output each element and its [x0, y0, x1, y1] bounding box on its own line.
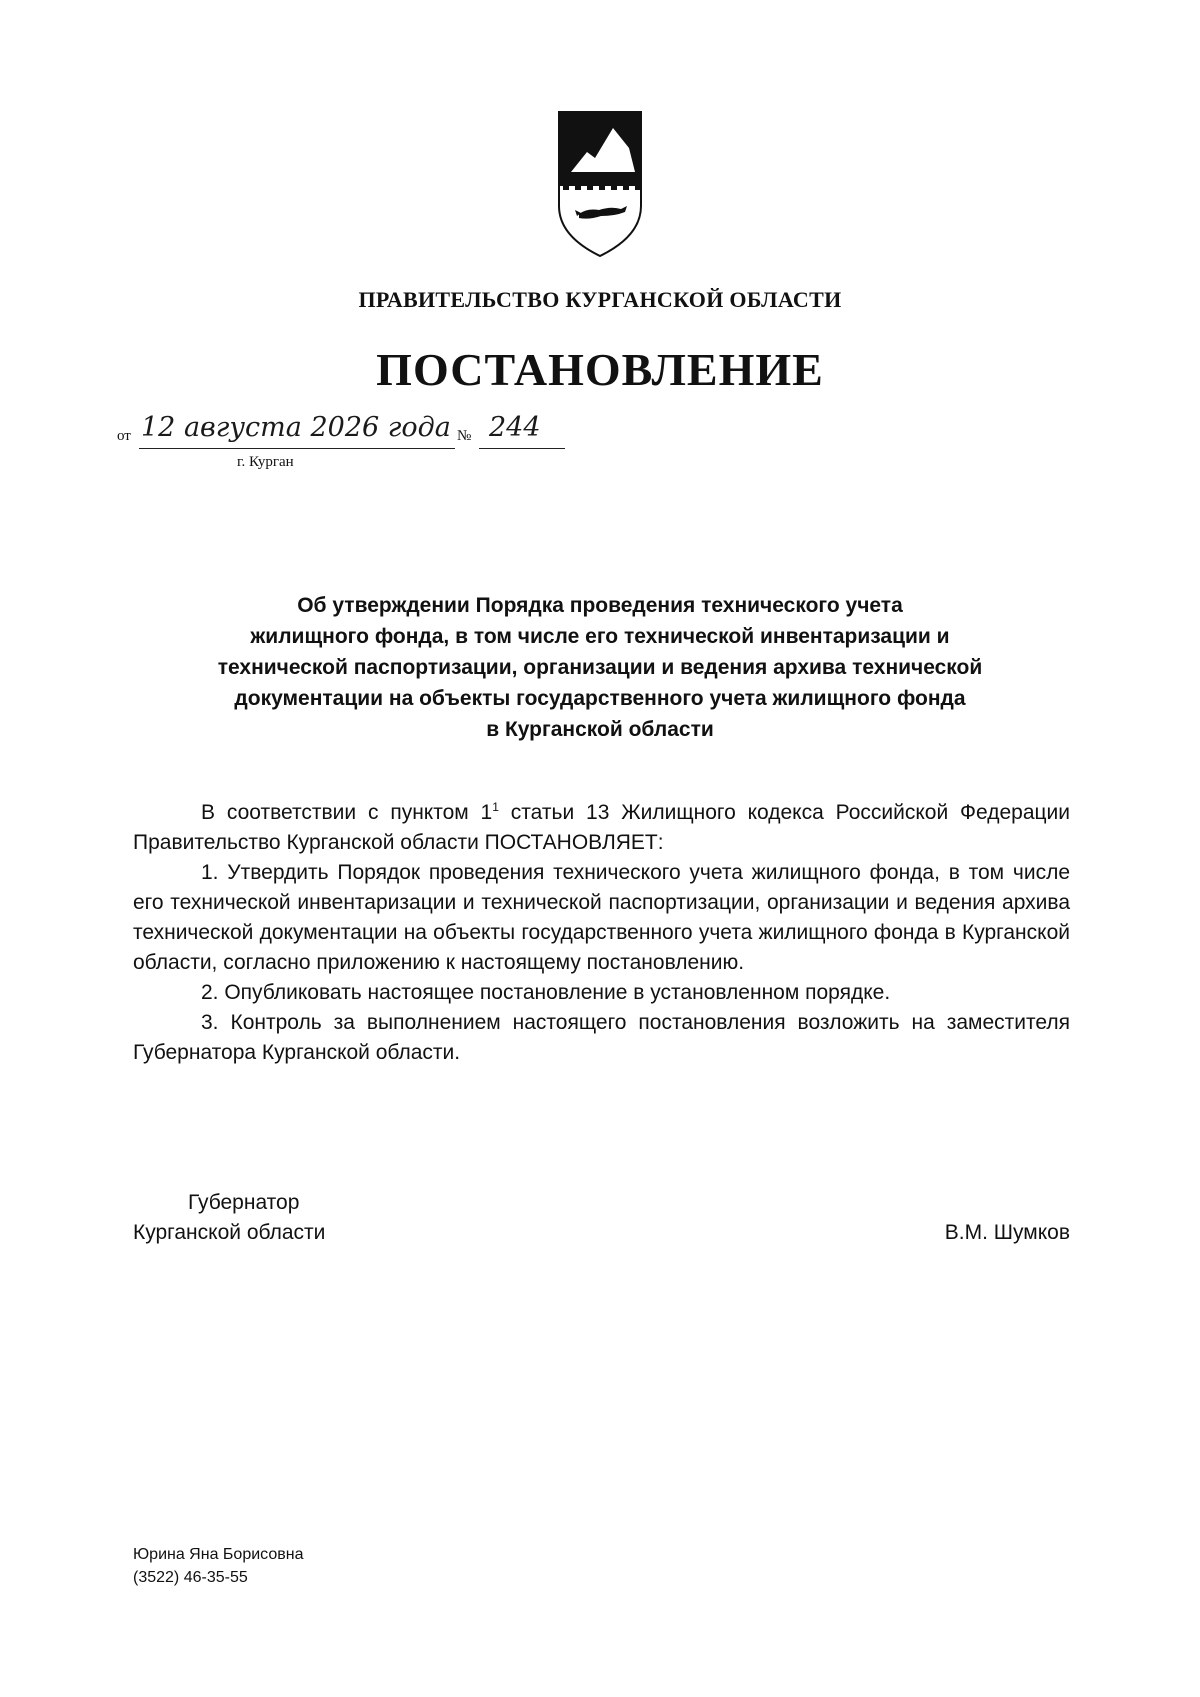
- executor-name: Юрина Яна Борисовна: [133, 1546, 304, 1563]
- preamble-paragraph: [133, 798, 1070, 858]
- handwritten-date: 12 августа 2026 года: [141, 412, 451, 443]
- date-number-line: [117, 412, 617, 488]
- title-line: жилищного фонда, в том числе его технической инвентаризации и: [250, 625, 950, 648]
- document-title: [130, 590, 1070, 745]
- preamble-text-start: В соответствии с пунктом 1: [201, 801, 493, 824]
- signatory-position: [133, 1188, 325, 1248]
- date-underline: [139, 448, 455, 449]
- document-body: [133, 798, 1070, 1068]
- body-item-3: 3. Контроль за выполнением настоящего постановления возложить на заместителя Губернатора Курганской области.: [133, 1011, 1070, 1064]
- body-item-1: 1. Утвердить Порядок проведения технического учета жилищного фонда, в том числе его технической инвентаризации и технической паспортизации, организации и ведения архива технической документации на объекты государственного учета жилищного фонда в Курганской области, согласно приложению к настоящему постановлению.: [133, 861, 1070, 974]
- city-label: г. Курган: [237, 454, 294, 470]
- body-item-2: 2. Опубликовать настоящее постановление в установленном порядке.: [201, 981, 891, 1004]
- title-line: в Курганской области: [486, 718, 714, 741]
- document-type: ПОСТАНОВЛЕНИЕ: [376, 344, 824, 395]
- preamble-superscript: 1: [492, 800, 499, 814]
- title-line: документации на объекты государственного учета жилищного фонда: [234, 687, 966, 710]
- government-name: ПРАВИТЕЛЬСТВО КУРГАНСКОЙ ОБЛАСТИ: [358, 287, 842, 312]
- number-underline: [479, 448, 565, 449]
- number-label: №: [457, 428, 472, 444]
- title-line: технической паспортизации, организации и ведения архива технической: [217, 656, 983, 679]
- preamble-text-end: статьи 13 Жилищного кодекса Российской Федерации Правительство Курганской области ПОСТАНОВЛЯЕТ:: [133, 801, 1070, 854]
- executor-phone: (3522) 46-35-55: [133, 1569, 248, 1586]
- handwritten-number: 244: [489, 412, 541, 443]
- position-line-1: Губернатор: [188, 1191, 300, 1214]
- from-label: от: [117, 428, 131, 444]
- kurgan-coat-of-arms-icon: [555, 110, 645, 260]
- executor-info: [133, 1543, 303, 1589]
- signatory-name: В.М. Шумков: [944, 1221, 1070, 1244]
- title-line: Об утверждении Порядка проведения технического учета: [297, 594, 903, 617]
- position-line-2: Курганской области: [133, 1221, 326, 1244]
